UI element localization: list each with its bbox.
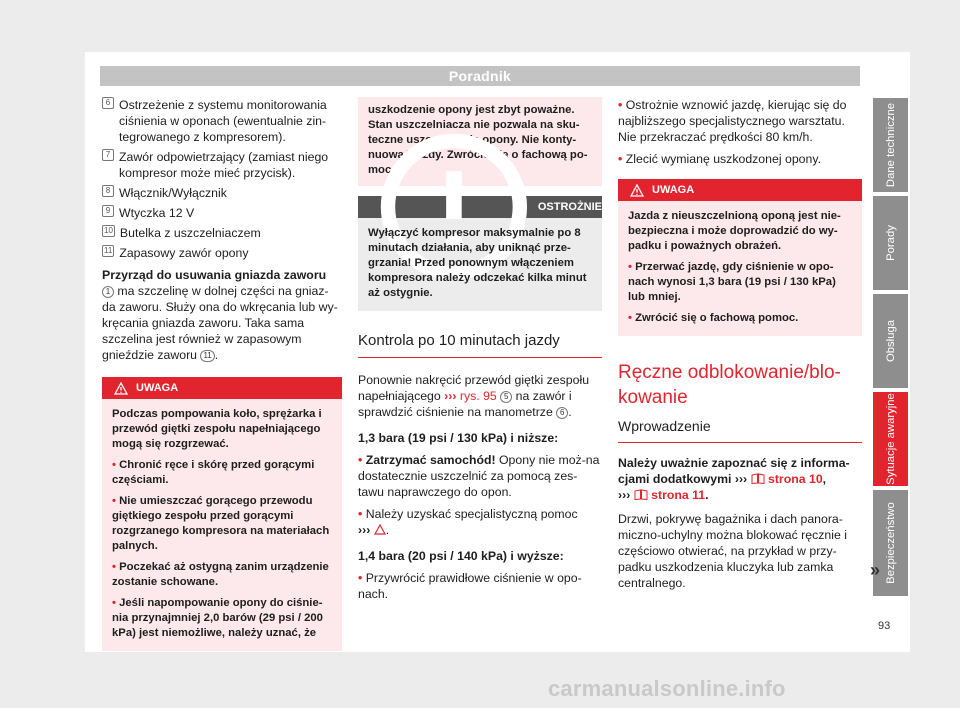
check-paragraph — [358, 372, 602, 420]
book-icon — [751, 473, 765, 484]
chapter-sidebar — [873, 98, 908, 600]
warning-body — [618, 201, 862, 336]
pressure-heading-high: 1,4 bara (20 psi / 140 kPa) i wyższe: — [358, 549, 564, 563]
legend-text: Włącznik/Wyłącznik — [119, 186, 227, 200]
bullet-item: • Należy uzyskać specjalistyczną pomoc ››› . — [358, 507, 578, 537]
ref-arrows: ››› — [618, 488, 631, 502]
watermark: carmanualsonline.info — [548, 676, 786, 701]
text: Należy uważnie zapoznać się z informa-cjami dodatkowymi — [618, 456, 850, 486]
warning-bullet-text: Chronić ręce i skórę przed gorącymi częściami. — [112, 459, 315, 486]
page-link[interactable]: strona 11 — [647, 488, 706, 502]
warning-bullet-text: Przerwać jazdę, gdy ciśnienie w opo-nach wynosi 1,3 bara (19 psi / 130 kPa) lub mniej. — [628, 261, 836, 303]
legend-item — [102, 149, 342, 181]
ref-arrows: ››› — [358, 523, 371, 537]
warning-bullet-text: Zwrócić się o fachową pomoc. — [635, 312, 799, 324]
caution-body: Wyłączyć kompresor maksymalnie po 8 minutach działania, aby uniknąć prze-grzania! Przed ponownym włączeniem kompresora należy odczekać kilka minut aż ostygnie. — [368, 227, 587, 299]
warning-bullet: • Nie umieszczać gorącego przewodu giętkiego zespołu przed gorącymi rozgrzanego kompresora na materiałach palnych. — [112, 495, 330, 552]
bullet-bold: Zatrzymać samochód! — [365, 453, 496, 467]
period: . — [568, 405, 572, 419]
bullet-item: • Zatrzymać samochód! Opony nie moż-na dostatecznie uszczelnić za pomocą zes-tawu naprawczego do opon. — [358, 453, 600, 499]
period: . — [705, 488, 709, 502]
bullet-text: Opony nie moż-na dostatecznie uszczelnić za pomocą zes-tawu naprawczego do opon. — [358, 453, 600, 499]
warning-header — [618, 179, 862, 201]
next-page-marker: » — [870, 560, 881, 580]
intro-paragraph: Drzwi, pokrywę bagażnika i dach panora-miczno-uchylny można blokować ręcznie i częściowo otwierać, na przykład w przy-padku uszkodzenia kluczyka lub zamka centralnego. — [618, 512, 847, 590]
warning-bullet-text: Nie umieszczać gorącego przewodu giętkiego zespołu przed gorącymi rozgrzanego kompresora na materiałach palnych. — [112, 495, 330, 552]
column-3 — [618, 97, 862, 597]
bullet-item: • Ostrożnie wznowić jazdę, kierując się do najbliższego specjalistycznego warsztatu. Nie przekraczać prędkości 80 km/h. — [618, 98, 847, 144]
ref-number: 11 — [200, 350, 214, 362]
subsection-title: Wprowadzenie — [618, 418, 862, 443]
caution-header — [358, 196, 602, 218]
tab-label: Sytuacje awaryjne — [884, 393, 897, 485]
warning-bullet-text: Jeśli napompowanie opony do ciśnie-nia przynajmniej 2,0 barów (29 psi / 200 kPa) jest niemożliwe, należy uznać, że — [112, 597, 323, 639]
tab-label: Obsługa — [884, 319, 897, 363]
warning-title: UWAGA — [136, 382, 179, 394]
legend-text: Zawór odpowietrzający (zamiast niego kompresor może mieć przycisk). — [119, 150, 329, 180]
bullet-text: Należy uzyskać specjalistyczną pomoc — [365, 507, 578, 521]
legend-item — [102, 205, 342, 221]
warning-triangle-icon — [114, 382, 128, 395]
text: Ponownie nakręcić przewód giętki zespołu napełniającego — [358, 373, 590, 403]
column-1 — [102, 97, 342, 651]
legend-text: Ostrzeżenie z systemu monitorowania ciśnienia w oponach (ewentualnie zin-tegrowanego z kompresorem). — [119, 98, 327, 144]
tab-label: Dane techniczne — [884, 102, 897, 188]
chapter-title: Ręczne odblokowanie/blo-kowanie — [618, 362, 841, 408]
valve-tool-text: ma szczelinę w dolnej części na gniaz-da zaworu. Służy ona do wkręcania lub wy-kręcania gniazda zaworu. Taka sama szczelina jest również w zapasowym gnieździe zaworu — [102, 284, 338, 362]
ref-arrows: ››› — [734, 472, 748, 486]
warning-bullet: • Zwrócić się o fachową pomoc. — [628, 312, 799, 324]
bullet-item: • Zlecić wymianę uszkodzonej opony. — [618, 152, 821, 166]
page-link[interactable]: strona 10 — [764, 472, 823, 486]
warning-title: UWAGA — [652, 184, 695, 196]
bullet-item: • Przywrócić prawidłowe ciśnienie w opo-nach. — [358, 571, 582, 601]
valve-tool-heading: Przyrząd do usuwania gniazda zaworu — [102, 268, 327, 282]
ref-number: 5 — [500, 391, 512, 403]
warning-box — [618, 179, 862, 336]
tab-dane-techniczne[interactable] — [873, 98, 908, 192]
comma: , — [822, 472, 827, 486]
legend-item — [102, 97, 342, 145]
figure-link[interactable]: rys. 95 — [456, 389, 501, 403]
warning-bullet: • Poczekać aż ostygną zanim urządzenie zostanie schowane. — [112, 561, 329, 588]
legend-number: 9 — [102, 205, 114, 217]
bullet-text: Przywrócić prawidłowe ciśnienie w opo-nach. — [358, 571, 582, 601]
period: . — [214, 348, 219, 362]
column-2 — [358, 97, 602, 608]
info-paragraph — [618, 455, 862, 503]
legend-item — [102, 185, 342, 201]
ref-arrows: ››› — [444, 389, 457, 403]
legend-number: 10 — [104, 226, 113, 235]
bullet-text: Zlecić wymianę uszkodzonej opony. — [625, 152, 821, 166]
ref-number: 1 — [102, 286, 114, 298]
legend-number: 11 — [104, 246, 113, 255]
pressure-heading-low: 1,3 bara (19 psi / 130 kPa) i niższe: — [358, 431, 559, 445]
bullet-text: Ostrożnie wznowić jazdę, kierując się do najbliższego specjalistycznego warsztatu. Nie przekraczać prędkości 80 km/h. — [618, 98, 847, 144]
page-number: 93 — [878, 620, 891, 632]
tab-label: Bezpieczeństwo — [884, 502, 897, 584]
page-header: Poradnik — [100, 66, 860, 86]
warning-intro: Podczas pompowania koło, sprężarka i przewód giętki zespołu napełniającego mogą się rozgrzewać. — [112, 408, 322, 450]
legend-item — [102, 245, 342, 261]
warning-continuation: uszkodzenie opony jest zbyt poważne. Stan uszczelniacza nie pozwala na sku-teczne uszczelnienie opony. Nie konty-nuować jazdy. Zwrócić się o fachową po-moc. — [358, 97, 602, 186]
legend-number: 6 — [102, 97, 114, 109]
tab-porady[interactable] — [873, 196, 908, 290]
ref-number: 6 — [556, 407, 568, 419]
warning-bullet: • Chronić ręce i skórę przed gorącymi częściami. — [112, 459, 315, 486]
text: na zawór i sprawdzić ciśnienie na manometrze — [358, 389, 572, 419]
legend-number: 7 — [102, 149, 114, 161]
warning-box — [102, 377, 342, 651]
book-icon — [634, 489, 648, 500]
tab-label: Porady — [884, 225, 897, 261]
warning-triangle-icon — [630, 184, 644, 197]
warning-body — [102, 399, 342, 651]
warning-header — [102, 377, 342, 399]
caution-box — [358, 196, 602, 311]
tab-obsluga[interactable] — [873, 294, 908, 388]
warning-intro: Jazda z nieuszczelnioną oponą jest nie-bezpieczna i może doprowadzić do wy-padku i poważnych obrażeń. — [628, 210, 841, 252]
legend-number: 8 — [102, 185, 114, 197]
valve-tool-paragraph — [102, 267, 342, 363]
warning-triangle-icon — [374, 524, 386, 535]
warning-bullet: • Przerwać jazdę, gdy ciśnienie w opo-nach wynosi 1,3 bara (19 psi / 130 kPa) lub mniej. — [628, 261, 836, 303]
tab-sytuacje-awaryjne[interactable] — [873, 392, 908, 486]
warning-bullet: • Jeśli napompowanie opony do ciśnie-nia przynajmniej 2,0 barów (29 psi / 200 kPa) jest niemożliwe, należy uznać, że — [112, 597, 323, 639]
legend-text: Butelka z uszczelniaczem — [119, 226, 261, 240]
caution-title: OSTROŻNIE — [537, 201, 602, 213]
warning-bullet-text: Poczekać aż ostygną zanim urządzenie zostanie schowane. — [112, 561, 329, 588]
legend-text: Zapasowy zawór opony — [119, 246, 249, 260]
section-title: Kontrola po 10 minutach jazdy — [358, 333, 602, 358]
legend-item — [102, 225, 342, 241]
legend-text: Wtyczka 12 V — [119, 206, 195, 220]
